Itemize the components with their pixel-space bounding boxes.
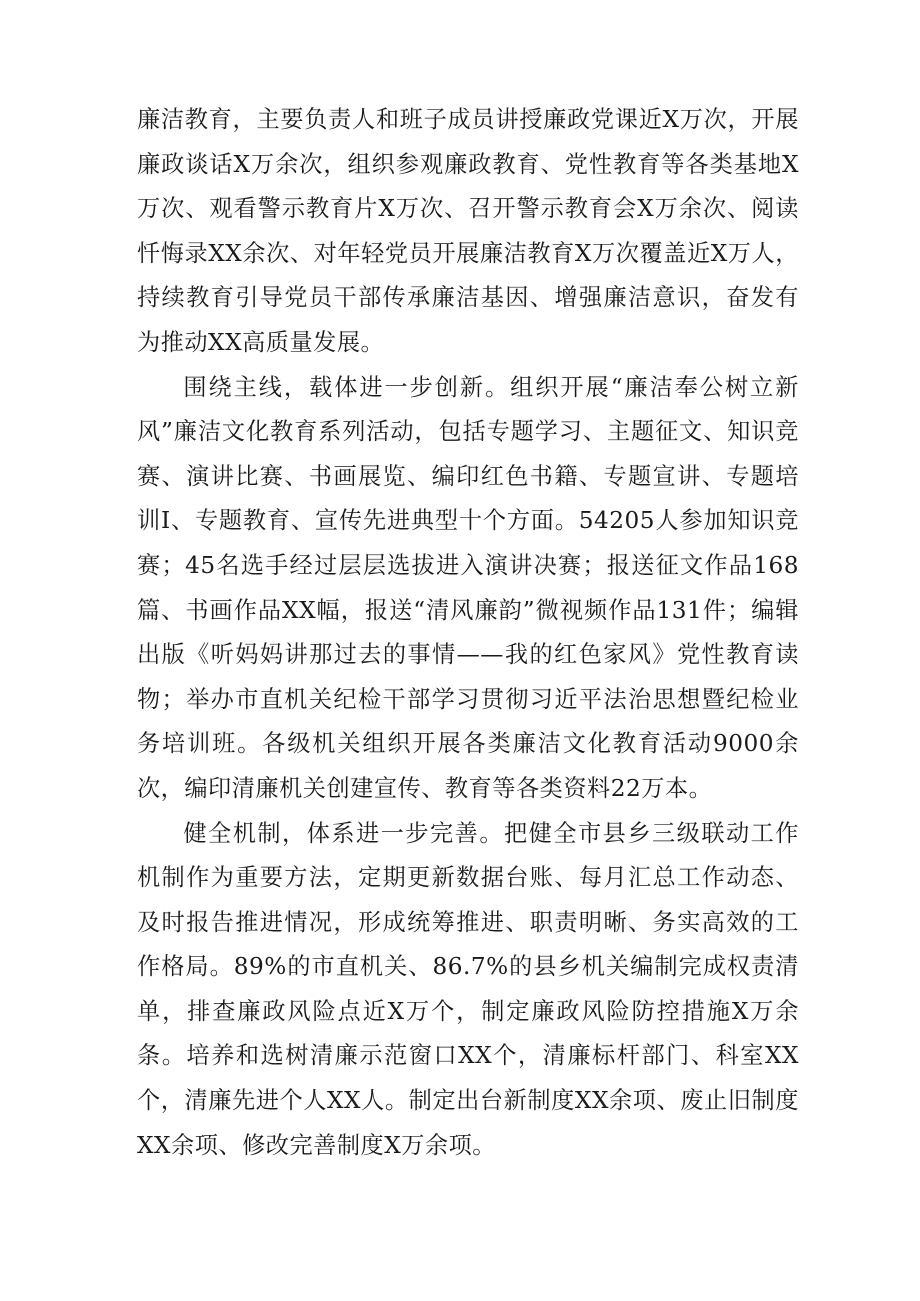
paragraph-continued-education: 廉洁教育，主要负责人和班子成员讲授廉政党课近X万次，开展廉政谈话X万余次，组织参观廉政教育、党性教育等各类基地X万次、观看警示教育片X万次、召开警示教育会X万余次、阅读忏悔录XX余次、对年轻党员开展廉洁教育X万次覆盖近X万人，持续教育引导党员干部传承廉洁基因、增强廉洁意识，奋发有为推动XX高质量发展。 bbox=[137, 106, 799, 356]
paragraph-carrier-innovation: 围绕主线，载体进一步创新。组织开展“廉洁奉公树立新风”廉洁文化教育系列活动，包括专题学习、主题征文、知识竞赛、演讲比赛、书画展览、编印红色书籍、专题宣讲、专题培训I、专题教育、宣传先进典型十个方面。54205人参加知识竞赛；45名选手经过层层选拔进入演讲决赛；报送征文作品168篇、书画作品XX幅，报送“清风廉韵”微视频作品131件；编辑出版《听妈妈讲那过去的事情——我的红色家风》党性教育读物；举办市直机关纪检干部学习贯彻习近平法治思想暨纪检业务培训班。各级机关组织开展各类廉洁文化教育活动9000余次，编印清廉机关创建宣传、教育等各类资料22万本。 bbox=[137, 373, 799, 802]
paragraph-mechanism-improvement: 健全机制，体系进一步完善。把健全市县乡三级联动工作机制作为重要方法，定期更新数据台账、每月汇总工作动态、及时报告推进情况，形成统筹推进、职责明晰、务实高效的工作格局。89%的市直机关、86.7%的县乡机关编制完成权责清单，排查廉政风险点近X万个，制定廉政风险防控措施X万余条。培养和选树清廉示范窗口XX个，清廉标杆部门、科室XX个，清廉先进个人XX人。制定出台新制度XX余项、废止旧制度XX余项、修改完善制度X万余项。 bbox=[137, 819, 799, 1159]
document-body bbox=[137, 98, 799, 1168]
